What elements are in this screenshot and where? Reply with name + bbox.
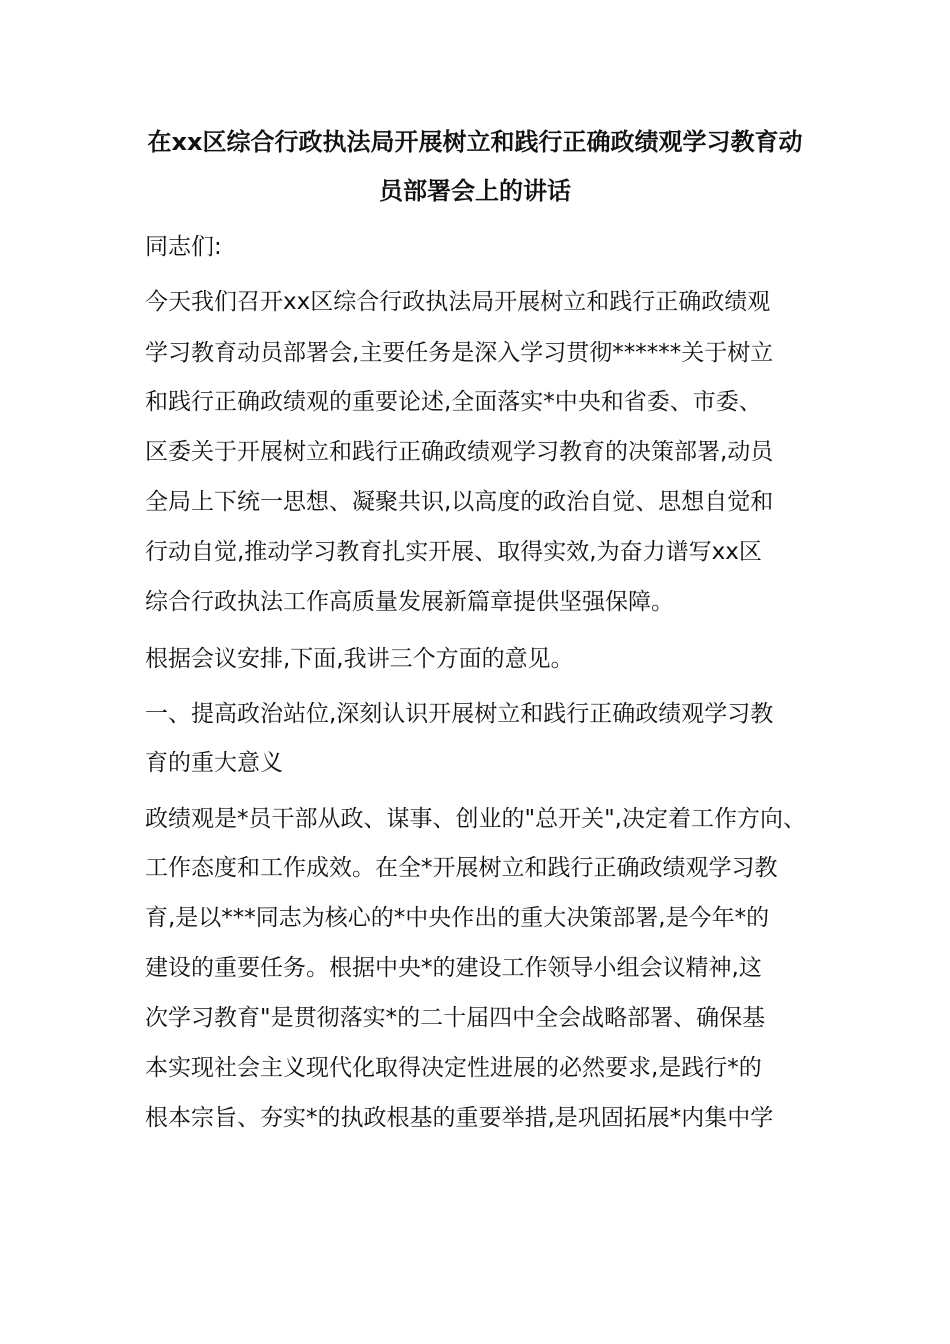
document-title-line-1: 在xx区综合行政执法局开展树立和践行正确政绩观学习教育动 (147, 128, 803, 156)
paragraph-line: 根据会议安排,下面,我讲三个方面的意见。 (145, 646, 574, 672)
section-heading-line: 育的重大意义 (145, 750, 283, 776)
paragraph-line: 政绩观是*员干部从政、谋事、创业的"总开关",决定着工作方向、 (145, 806, 806, 832)
paragraph-line: 本实现社会主义现代化取得决定性进展的必然要求,是践行*的 (145, 1055, 762, 1081)
paragraph-line: 全局上下统一思想、凝聚共识,以高度的政治自觉、思想自觉和 (145, 489, 774, 515)
paragraph-line: 根本宗旨、夯实*的执政根基的重要举措,是巩固拓展*内集中学 (145, 1105, 774, 1131)
section-heading-line: 一、提高政治站位,深刻认识开展树立和践行正确政绩观学习教 (145, 701, 774, 727)
salutation: 同志们: (145, 234, 222, 260)
paragraph-line: 工作态度和工作成效。在全*开展树立和践行正确政绩观学习教 (145, 855, 778, 881)
paragraph-line: 和践行正确政绩观的重要论述,全面落实*中央和省委、市委、 (145, 389, 762, 415)
paragraph-line: 育,是以***同志为核心的*中央作出的重大决策部署,是今年*的 (145, 905, 770, 931)
document-title-line-2: 员部署会上的讲话 (379, 177, 571, 205)
paragraph-line: 建设的重要任务。根据中央*的建设工作领导小组会议精神,这 (145, 955, 762, 981)
paragraph-line: 今天我们召开xx区综合行政执法局开展树立和践行正确政绩观 (145, 289, 771, 315)
paragraph-line: 综合行政执法工作高质量发展新篇章提供坚强保障。 (145, 589, 674, 615)
paragraph-line: 区委关于开展树立和践行正确政绩观学习教育的决策部署,动员 (145, 439, 774, 465)
paragraph-line: 行动自觉,推动学习教育扎实开展、取得实效,为奋力谱写xx区 (145, 539, 762, 565)
paragraph-line: 学习教育动员部署会,主要任务是深入学习贯彻******关于树立 (145, 340, 774, 366)
paragraph-line: 次学习教育"是贯彻落实*的二十届四中全会战略部署、确保基 (145, 1005, 766, 1031)
